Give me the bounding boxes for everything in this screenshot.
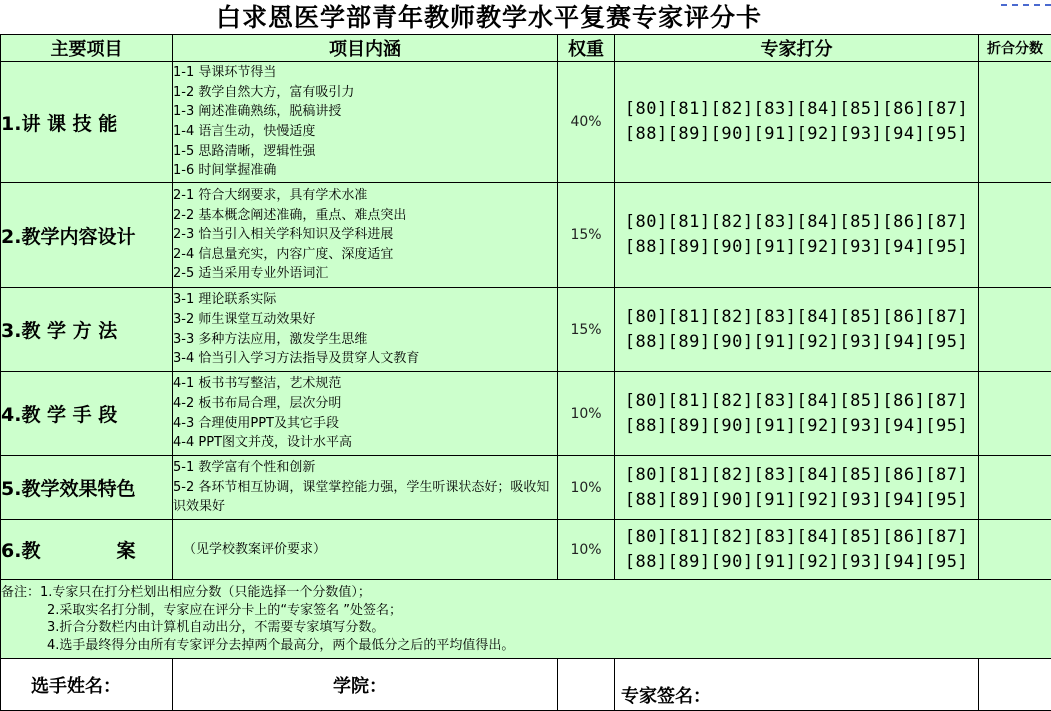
page-title: 白求恩医学部青年教师教学水平复赛专家评分卡 bbox=[0, 0, 978, 34]
score-options-cell[interactable] bbox=[615, 456, 979, 520]
content-line: 1-2 教学自然大方，富有吸引力 bbox=[173, 83, 557, 103]
item-cell[interactable]: 5.教学效果特色 bbox=[1, 456, 173, 520]
weight-cell[interactable]: 10% bbox=[558, 372, 615, 456]
score-options-line: [80][81][82][83][84][85][86][87] bbox=[615, 97, 978, 122]
score-options-line: [88][89][90][91][92][93][94][95] bbox=[615, 330, 978, 355]
selection-dash-border bbox=[1001, 4, 1051, 6]
score-options-line: [80][81][82][83][84][85][86][87] bbox=[615, 463, 978, 488]
header-weight[interactable]: 权重 bbox=[558, 35, 615, 62]
note-line: 3.折合分数栏内由计算机自动出分，不需要专家填写分数。 bbox=[1, 619, 1051, 637]
table-row bbox=[1, 372, 1051, 456]
footer-blank-cell[interactable] bbox=[558, 659, 615, 711]
content-cell[interactable] bbox=[173, 288, 558, 372]
table-row bbox=[1, 456, 1051, 520]
content-cell[interactable] bbox=[173, 372, 558, 456]
score-options-line: [88][89][90][91][92][93][94][95] bbox=[615, 235, 978, 260]
footer-blank-cell[interactable] bbox=[979, 659, 1051, 711]
content-line: 2-5 适当采用专业外语词汇 bbox=[173, 264, 557, 284]
score-options-line: [88][89][90][91][92][93][94][95] bbox=[615, 414, 978, 439]
content-line: 4-2 板书布局合理，层次分明 bbox=[173, 394, 557, 414]
score-options-cell[interactable] bbox=[615, 288, 979, 372]
converted-score-cell[interactable] bbox=[979, 62, 1051, 183]
table-row bbox=[1, 288, 1051, 372]
score-options-line: [88][89][90][91][92][93][94][95] bbox=[615, 488, 978, 513]
weight-cell[interactable]: 10% bbox=[558, 456, 615, 520]
content-line: 5-1 教学富有个性和创新 bbox=[173, 458, 557, 478]
header-row bbox=[1, 35, 1051, 62]
expert-signature-label[interactable]: 专家签名： bbox=[615, 659, 979, 711]
item-cell[interactable]: 3.教 学 方 法 bbox=[1, 288, 173, 372]
item-cell[interactable]: 2.教学内容设计 bbox=[1, 183, 173, 288]
content-cell[interactable] bbox=[173, 456, 558, 520]
header-item[interactable]: 主要项目 bbox=[1, 35, 173, 62]
table-row bbox=[1, 62, 1051, 183]
content-line: 4-3 合理使用PPT及其它手段 bbox=[173, 414, 557, 434]
header-scoring[interactable]: 专家打分 bbox=[615, 35, 979, 62]
content-line: 1-6 时间掌握准确 bbox=[173, 161, 557, 181]
content-line: 3-4 恰当引入学习方法指导及贯穿人文教育 bbox=[173, 349, 557, 369]
content-line: 2-3 恰当引入相关学科知识及学科进展 bbox=[173, 225, 557, 245]
score-options-line: [80][81][82][83][84][85][86][87] bbox=[615, 210, 978, 235]
content-cell[interactable] bbox=[173, 62, 558, 183]
title-right-cell bbox=[978, 0, 1051, 34]
content-line: 1-3 阐述准确熟练，脱稿讲授 bbox=[173, 102, 557, 122]
content-line: 4-1 板书书写整洁，艺术规范 bbox=[173, 374, 557, 394]
score-options-line: [80][81][82][83][84][85][86][87] bbox=[615, 305, 978, 330]
weight-cell[interactable]: 15% bbox=[558, 288, 615, 372]
score-options-cell[interactable] bbox=[615, 520, 979, 580]
item-cell[interactable]: 4.教 学 手 段 bbox=[1, 372, 173, 456]
converted-score-cell[interactable] bbox=[979, 288, 1051, 372]
score-options-cell[interactable] bbox=[615, 372, 979, 456]
weight-cell[interactable]: 10% bbox=[558, 520, 615, 580]
college-label[interactable]: 学院： bbox=[173, 659, 558, 711]
item-cell[interactable]: 1.讲 课 技 能 bbox=[1, 62, 173, 183]
header-converted[interactable]: 折合分数 bbox=[979, 35, 1051, 62]
score-table bbox=[0, 34, 1051, 711]
content-line: 4-4 PPT图文并茂，设计水平高 bbox=[173, 433, 557, 453]
content-line: 2-4 信息量充实，内容广度、深度适宜 bbox=[173, 245, 557, 265]
weight-cell[interactable]: 15% bbox=[558, 183, 615, 288]
score-options-line: [88][89][90][91][92][93][94][95] bbox=[615, 122, 978, 147]
content-line: 1-5 思路清晰，逻辑性强 bbox=[173, 142, 557, 162]
content-line: 3-2 师生课堂互动效果好 bbox=[173, 310, 557, 330]
content-line: 1-4 语言生动，快慢适度 bbox=[173, 122, 557, 142]
item-cell[interactable]: 6.教 案 bbox=[1, 520, 173, 580]
content-cell[interactable] bbox=[173, 183, 558, 288]
notes-row bbox=[1, 580, 1051, 659]
content-cell[interactable] bbox=[173, 520, 558, 580]
score-options-line: [88][89][90][91][92][93][94][95] bbox=[615, 550, 978, 575]
note-line: 2.采取实名打分制，专家应在评分卡上的“专家签名 ”处签名； bbox=[1, 602, 1051, 620]
converted-score-cell[interactable] bbox=[979, 372, 1051, 456]
content-line: 1-1 导课环节得当 bbox=[173, 63, 557, 83]
score-options-line: [80][81][82][83][84][85][86][87] bbox=[615, 525, 978, 550]
converted-score-cell[interactable] bbox=[979, 183, 1051, 288]
score-options-cell[interactable] bbox=[615, 62, 979, 183]
converted-score-cell[interactable] bbox=[979, 456, 1051, 520]
weight-cell[interactable]: 40% bbox=[558, 62, 615, 183]
content-line: 2-1 符合大纲要求，具有学术水准 bbox=[173, 186, 557, 206]
content-line: 3-3 多种方法应用，激发学生思维 bbox=[173, 330, 557, 350]
content-line: 2-2 基本概念阐述准确，重点、难点突出 bbox=[173, 206, 557, 226]
content-line: 3-1 理论联系实际 bbox=[173, 290, 557, 310]
header-content[interactable]: 项目内涵 bbox=[173, 35, 558, 62]
notes-cell[interactable] bbox=[1, 580, 1051, 659]
note-line: 备注：1.专家只在打分栏划出相应分数（只能选择一个分数值）； bbox=[1, 584, 1051, 602]
content-line: （见学校教案评价要求） bbox=[183, 540, 557, 560]
content-line: 5-2 各环节相互协调，课堂掌控能力强，学生听课状态好；吸收知识效果好 bbox=[173, 478, 557, 517]
converted-score-cell[interactable] bbox=[979, 520, 1051, 580]
note-line: 4.选手最终得分由所有专家评分去掉两个最高分，两个最低分之后的平均值得出。 bbox=[1, 637, 1051, 655]
table-row bbox=[1, 520, 1051, 580]
footer-row bbox=[1, 659, 1051, 711]
score-options-line: [80][81][82][83][84][85][86][87] bbox=[615, 389, 978, 414]
contestant-name-label[interactable]: 选手姓名： bbox=[1, 659, 173, 711]
table-row bbox=[1, 183, 1051, 288]
score-options-cell[interactable] bbox=[615, 183, 979, 288]
